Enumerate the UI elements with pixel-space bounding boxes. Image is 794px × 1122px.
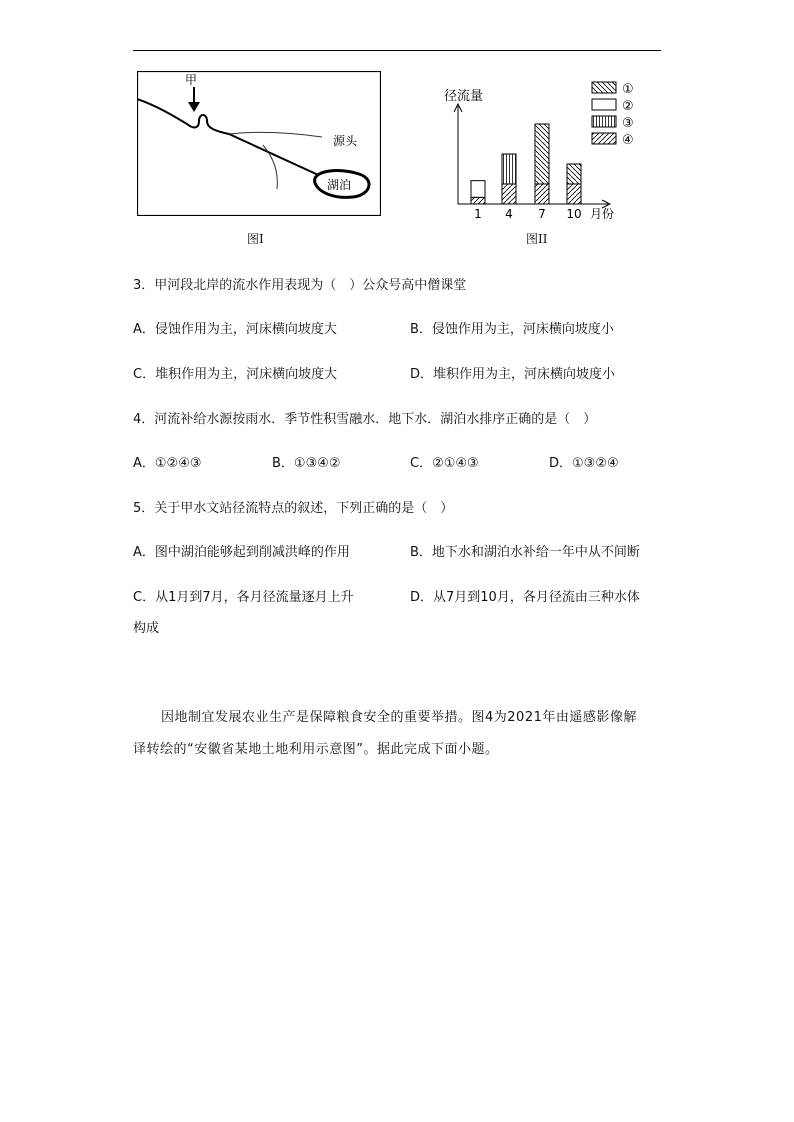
q5-option-d: D．从7月到10月，各月径流由三种水体: [410, 590, 640, 605]
x-tick-4: 4: [505, 207, 513, 221]
label-jia: 甲: [185, 73, 198, 87]
legend-label-2: ②: [622, 99, 634, 114]
river-main: [137, 99, 327, 179]
q5-option-a: A．图中湖泊能够起到削减洪峰的作用: [133, 545, 350, 560]
figure-2-caption: 图II: [526, 232, 548, 246]
legend-swatch-2: [592, 99, 616, 110]
bar-group: [471, 124, 581, 204]
legend-label-1: ①: [622, 82, 634, 97]
q3-option-d: D．堆积作用为主，河床横向坡度小: [410, 367, 616, 382]
q3-option-b: B．侵蚀作用为主，河床横向坡度小: [410, 322, 614, 337]
x-tick-10: 10: [566, 207, 582, 221]
x-tick-1: 1: [474, 207, 482, 221]
question-5-stem: 5．关于甲水文站径流特点的叙述，下列正确的是（ ）: [133, 501, 454, 516]
q4-option-d: D．①③②④: [549, 456, 619, 471]
header-rule: [133, 50, 661, 51]
legend-label-3: ③: [622, 116, 634, 131]
x-axis-unit: 月份: [590, 207, 615, 221]
q5-option-d-continued: 构成: [133, 621, 160, 636]
q5-option-c: C．从1月到7月，各月径流量逐月上升: [133, 590, 354, 605]
figure-2-chart: [436, 76, 666, 224]
bar-10-series-1: [567, 164, 581, 184]
legend-swatch-4: [592, 133, 616, 144]
bar-1-series-4: [471, 197, 485, 204]
figure-1-caption: 图I: [247, 232, 264, 246]
river-to-source: [229, 132, 322, 137]
legend: [592, 82, 634, 148]
bar-7-series-1: [535, 124, 549, 184]
passage-line-2: 译转绘的“安徽省某地土地利用示意图”。据此完成下面小题。: [133, 742, 499, 757]
q4-option-b: B．①③④②: [272, 456, 341, 471]
q4-option-c: C．②①④③: [410, 456, 479, 471]
tick-labels: [474, 207, 581, 221]
bar-4-series-3: [502, 154, 516, 184]
label-lake: 湖泊: [327, 178, 352, 192]
y-axis-label: 径流量: [444, 89, 484, 104]
passage-line-1: 因地制宜发展农业生产是保障粮食安全的重要举措。图4为2021年由遥感影像解: [161, 710, 637, 725]
question-4-stem: 4．河流补给水源按雨水．季节性积雪融水．地下水．湖泊水排序正确的是（ ）: [133, 412, 597, 427]
q3-option-c: C．堆积作用为主，河床横向坡度大: [133, 367, 338, 382]
figure-1-map: [137, 71, 381, 216]
legend-label-4: ④: [622, 133, 634, 148]
question-3-stem: 3．甲河段北岸的流水作用表现为（ ）公众号高中僧课堂: [133, 278, 467, 293]
label-source: 源头: [333, 134, 358, 148]
arrow-down-icon: [188, 102, 200, 112]
bar-4-series-4: [502, 184, 516, 204]
q3-option-a: A．侵蚀作用为主，河床横向坡度大: [133, 322, 337, 337]
legend-swatch-3: [592, 116, 616, 127]
q4-option-a: A．①②④③: [133, 456, 202, 471]
q5-option-b: B．地下水和湖泊水补给一年中从不间断: [410, 545, 640, 560]
x-tick-7: 7: [538, 207, 546, 221]
legend-swatch-1: [592, 82, 616, 93]
bar-10-series-4: [567, 184, 581, 204]
bar-1-series-2: [471, 181, 485, 198]
bar-7-series-4: [535, 184, 549, 204]
